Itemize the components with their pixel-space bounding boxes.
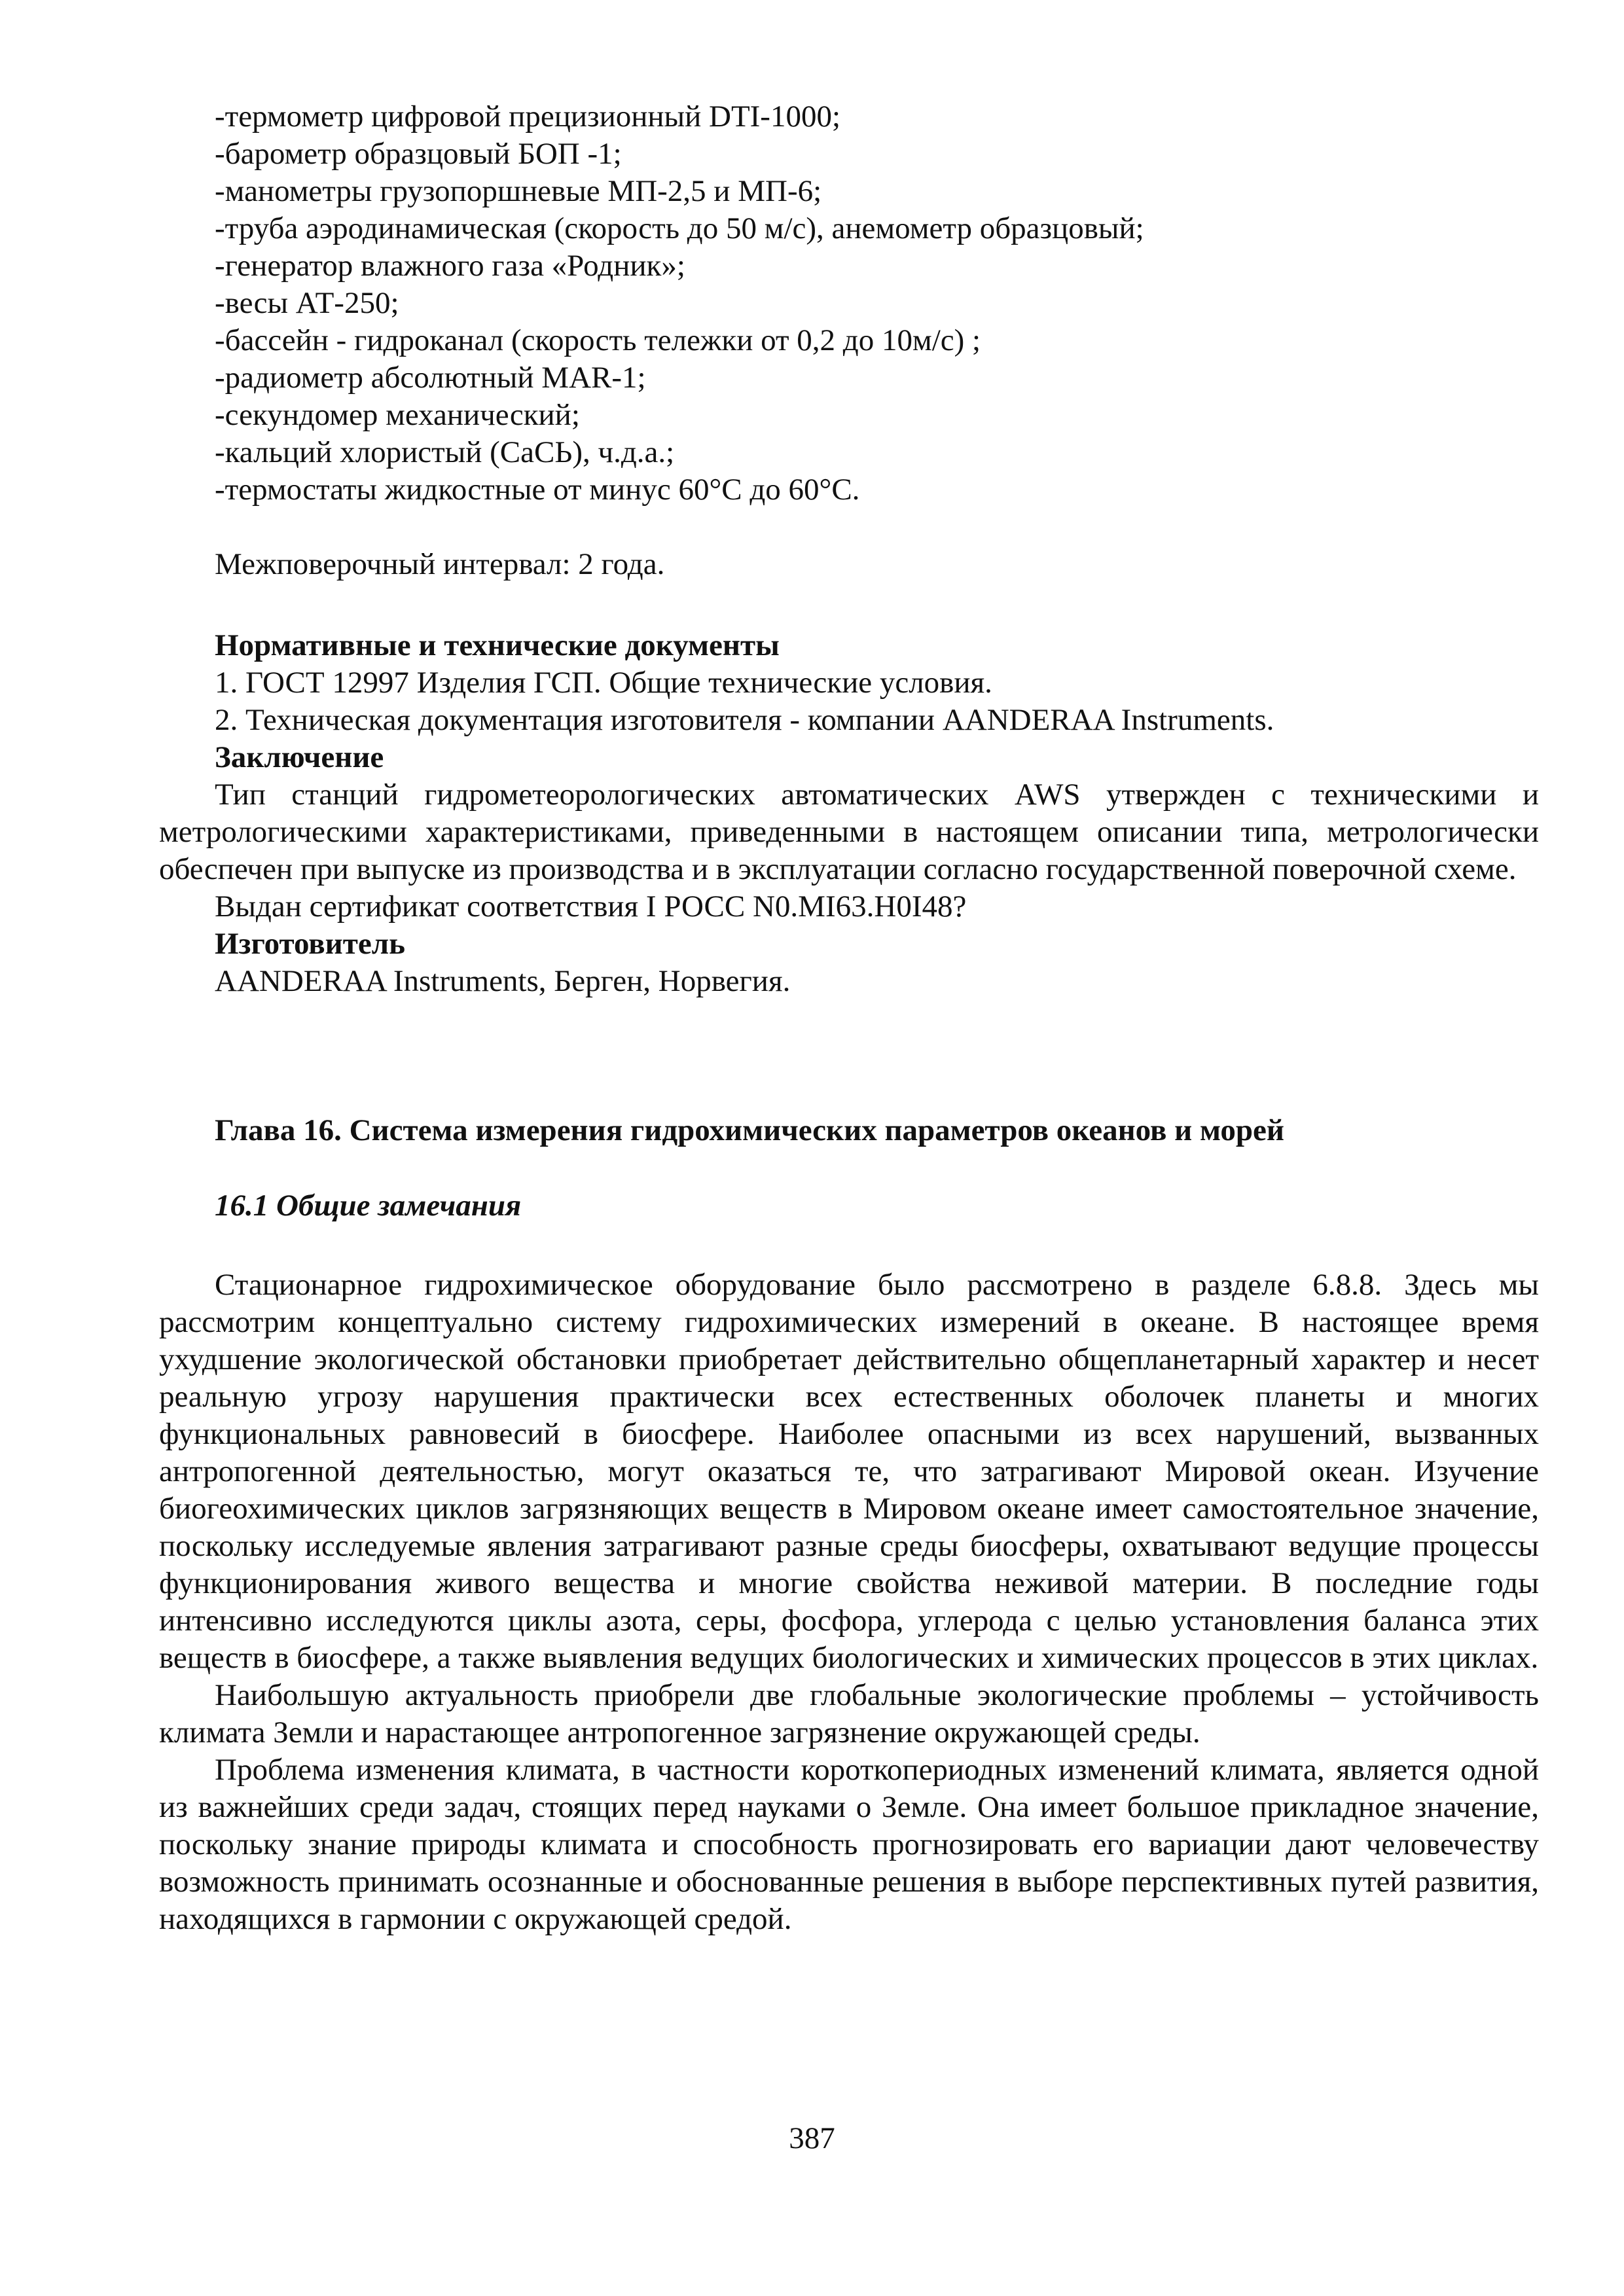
paragraph: Наибольшую актуальность приобрели две глобальные экологические проблемы – устойчивость климата Земли и нарастающее антропогенное загрязнение окружающей среды. <box>159 1678 1539 1749</box>
list-item: -секундомер механический; <box>215 398 580 432</box>
section-title: 16.1 Общие замечания <box>215 1189 522 1223</box>
list-item: -радиометр абсолютный MAR-1; <box>215 361 646 395</box>
list-item: -манометры грузопоршневые МП-2,5 и МП-6; <box>215 174 822 208</box>
list-item: -термометр цифровой прецизионный DTI-1000; <box>215 99 841 134</box>
equipment-list <box>159 98 1539 509</box>
list-item: -труба аэродинамическая (скорость до 50 м/с), анемометр образцовый; <box>215 211 1144 245</box>
list-item: -весы АТ-250; <box>215 286 399 320</box>
page-number: 387 <box>789 2121 835 2155</box>
verification-interval <box>159 546 1539 583</box>
certificate-text: Выдан сертификат соответствия I РОСС N0.MI63.H0I48? <box>215 889 967 924</box>
list-item: -термостаты жидкостные от минус 60°С до 60°С. <box>215 473 860 507</box>
paragraph: Стационарное гидрохимическое оборудование было рассмотрено в разделе 6.8.8. Здесь мы рассмотрим концептуально систему гидрохимических измерений в океане. В настоящее время ухудшение экологической обстановки приобретает действительно общепланетарный характер и несет реальную угрозу нарушения практически всех естественных оболочек планеты и многих функциональных равновесий в биосфере. Наиболее опасными из всех нарушений, вызванных антропогенной деятельностью, могут оказаться те, что затрагивают Мировой океан. Изучение биогеохимических циклов загрязняющих веществ в Мировом океане имеет самостоятельное значение, поскольку исследуемые явления затрагивают разные среды биосферы, охватывают ведущие процессы функционирования живого вещества и многие свойства неживой материи. В последние годы интенсивно исследуются циклы азота, серы, фосфора, углерода с целью установления баланса этих веществ в биосфере, а также выявления ведущих биологических и химических процессов в этих циклах. <box>159 1268 1539 1675</box>
manufacturer-heading: Изготовитель <box>215 927 405 961</box>
manufacturer-text: AANDERAA Instruments, Берген, Норвегия. <box>215 964 791 998</box>
paragraph: Проблема изменения климата, в частности короткопериодных изменений климата, является одной из важнейших среди задач, стоящих перед науками о Земле. Она имеет большое прикладное значение, поскольку знание природы климата и способность прогнозировать его вариации дают человечеству возможность принимать осознанные и обоснованные решения в выборе перспективных путей развития, находящихся в гармонии с окружающей средой. <box>159 1753 1539 1936</box>
normative-heading: Нормативные и технические документы <box>215 628 780 662</box>
list-item: -кальций хлористый (СаСЬ), ч.д.а.; <box>215 435 675 469</box>
normative-section <box>159 627 1539 1000</box>
conclusion-text: Тип станций гидрометеорологических автоматических AWS утвержден с техническими и метрологическими характеристиками, приведенными в настоящем описании типа, метрологически обеспечен при выпуске из производства и в эксплуатации согласно государственной поверочной схеме. <box>159 778 1539 886</box>
list-item: -бассейн - гидроканал (скорость тележки от 0,2 до 10м/с) ; <box>215 323 981 357</box>
list-item: -барометр образцовый БОП -1; <box>215 137 622 171</box>
interval-text: Межповерочный интервал: 2 года. <box>215 547 665 581</box>
normative-item: 1. ГОСТ 12997 Изделия ГСП. Общие технические условия. <box>215 666 992 700</box>
chapter-body <box>159 1266 1539 1938</box>
conclusion-heading: Заключение <box>215 740 384 774</box>
normative-item: 2. Техническая документация изготовителя - компании AANDERAA Instruments. <box>215 703 1274 737</box>
chapter-title: Глава 16. Система измерения гидрохимических параметров океанов и морей <box>215 1113 1284 1147</box>
list-item: -генератор влажного газа «Родник»; <box>215 249 685 283</box>
